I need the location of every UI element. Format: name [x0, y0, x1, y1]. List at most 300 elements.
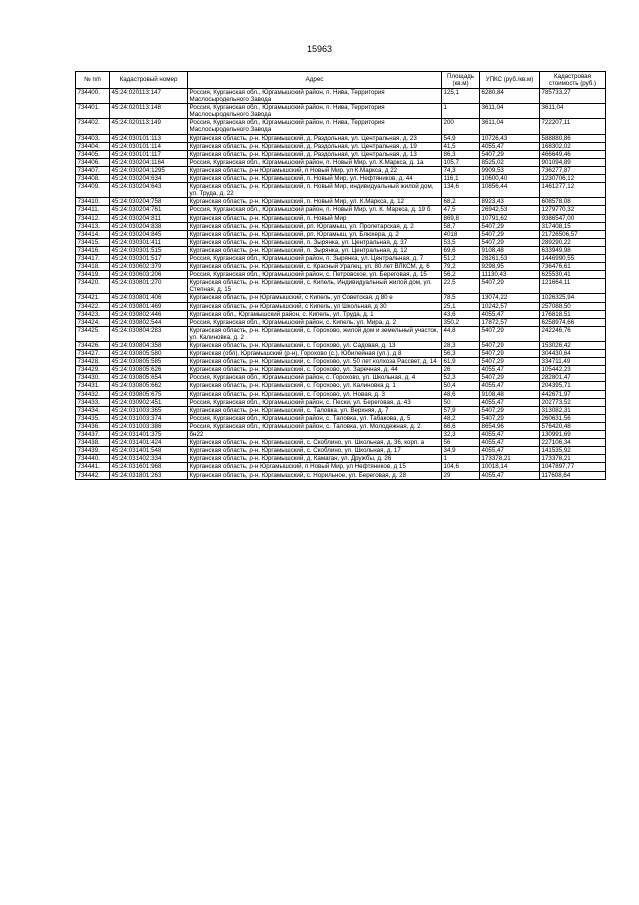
- address-cell: Курганская область, р-н. Юргамышский, с. Горохово, ул. Садовая, д. 13: [188, 342, 442, 350]
- area-cell: 134,6: [442, 183, 480, 198]
- row-number-cell: 734406.: [76, 158, 110, 166]
- upks-cell: 5407,29: [480, 238, 540, 246]
- cadastral-number-cell: 45:24:030204:845: [110, 230, 188, 238]
- table-row: [76, 254, 606, 262]
- cadastral-value-cell: 1026325,94: [540, 294, 606, 302]
- cadastral-value-cell: 1446990,55: [540, 254, 606, 262]
- address-cell: Россия, Курганская обл., Юргамышский район, с. Петровское, ул. Береговая, д. 15: [188, 271, 442, 279]
- cadastral-value-cell: 1461277,12: [540, 183, 606, 198]
- address-cell: Россия, Курганская обл., Юргамышский район, с. Кипель, ул. Мира, д. 2: [188, 318, 442, 326]
- upks-cell: 8654,96: [480, 422, 540, 430]
- cadastral-number-cell: 45:24:031401:548: [110, 447, 188, 455]
- cadastral-value-cell: 21726506,57: [540, 230, 606, 238]
- cadastral-number-cell: 45:24:020113:149: [110, 119, 188, 134]
- row-number-cell: 734420.: [76, 279, 110, 294]
- cadastral-value-cell: 1230706,12: [540, 175, 606, 183]
- table-row: [76, 198, 606, 206]
- header-row: [76, 72, 606, 89]
- area-cell: 53,5: [442, 238, 480, 246]
- address-cell: Россия, Курганская обл., Юргамышский район, с. Таловка, ул. Молодежная, д. 2: [188, 422, 442, 430]
- upks-cell: 4055,47: [480, 447, 540, 455]
- area-cell: 50: [442, 398, 480, 406]
- table-row: [76, 119, 606, 134]
- cadastral-value-cell: 141535,92: [540, 447, 606, 455]
- row-number-cell: 734411.: [76, 206, 110, 214]
- cadastral-value-cell: 736476,61: [540, 263, 606, 271]
- table-row: [76, 206, 606, 214]
- cadastral-number-cell: 45:24:030101:114: [110, 142, 188, 150]
- row-number-cell: 734418.: [76, 263, 110, 271]
- cadastral-value-cell: 736277,87: [540, 166, 606, 174]
- cadastral-number-cell: 45:24:030801:406: [110, 294, 188, 302]
- cadastral-number-cell: 45:24:031003:386: [110, 422, 188, 430]
- cadastral-number-cell: 45:24:030204:761: [110, 206, 188, 214]
- cadastral-number-cell: 45:24:031401:375: [110, 431, 188, 439]
- row-number-cell: 734427.: [76, 350, 110, 358]
- upks-cell: 4055,47: [480, 398, 540, 406]
- address-cell: Россия, Курганская обл., Юргамышский район, с. Горохово, ул. Школьная, д. 4: [188, 374, 442, 382]
- cadastral-number-cell: 45:24:030801:270: [110, 279, 188, 294]
- upks-cell: 11130,43: [480, 271, 540, 279]
- row-number-cell: 734436.: [76, 422, 110, 430]
- address-cell: Курганская область, р-н. Юргамышский, с. Красный Уралец, ул. 80 лет ВЛКСМ, д. 6: [188, 263, 442, 271]
- cadastral-number-cell: 45:24:030804:283: [110, 326, 188, 341]
- table-row: [76, 263, 606, 271]
- table-row: [76, 318, 606, 326]
- table-row: [76, 326, 606, 341]
- table-row: [76, 222, 606, 230]
- address-cell: Курганская область, р-н Юргамышский, п Новый Мир, ул К.Маркса, д 22: [188, 166, 442, 174]
- table-row: [76, 166, 606, 174]
- cadastral-number-cell: 45:24:031003:365: [110, 406, 188, 414]
- cadastral-number-cell: 45:24:020113:147: [110, 89, 188, 104]
- cadastral-value-cell: 625530,41: [540, 271, 606, 279]
- row-number-cell: 734404.: [76, 142, 110, 150]
- address-cell: Курганская область, р-н. Юргамышский, п. Зырянка, ул. Центральная, д. 12: [188, 246, 442, 254]
- table-row: [76, 310, 606, 318]
- upks-cell: 8923,43: [480, 198, 540, 206]
- area-cell: 104,6: [442, 463, 480, 471]
- row-number-cell: 734426.: [76, 342, 110, 350]
- address-cell: Курганская область, р-н. Юргамышский, с. Горохово, ул. 50 лет колхоза Рассвет, д. 14: [188, 358, 442, 366]
- area-cell: 56,2: [442, 271, 480, 279]
- upks-cell: 5407,29: [480, 230, 540, 238]
- upks-cell: 5407,29: [480, 406, 540, 414]
- address-cell: Курганская область, р-н. Юргамышский, с. Таловка, ул. Верхняя, д. 7: [188, 406, 442, 414]
- row-number-cell: 734405.: [76, 150, 110, 158]
- cadastral-number-cell: 45:24:030204:838: [110, 222, 188, 230]
- area-cell: 52,3: [442, 374, 480, 382]
- cadastral-value-cell: 105442,23: [540, 366, 606, 374]
- cadastral-value-cell: 1047897,77: [540, 463, 606, 471]
- upks-cell: 5407,29: [480, 350, 540, 358]
- cadastral-value-cell: 282801,47: [540, 374, 606, 382]
- address-cell: Курганская область, р-н. Юргамышский, с. Скоблино, ул. Школьная, д. 17: [188, 447, 442, 455]
- area-cell: 28,3: [442, 342, 480, 350]
- address-cell: Курганская область, р-н. Юргамышский, с. Горохово, жилой дом и земельный участок, ул. Калиновка, д. 2: [188, 326, 442, 341]
- address-cell: Россия, Курганская обл., Юргамышский район, п. Новый Мир, ул. К.Маркса, д. 1а: [188, 158, 442, 166]
- cadastral-number-cell: 45:24:030804:358: [110, 342, 188, 350]
- cadastral-number-cell: 45:24:030802:544: [110, 318, 188, 326]
- row-number-cell: 734419.: [76, 271, 110, 279]
- cadastral-number-cell: 45:24:031601:968: [110, 463, 188, 471]
- upks-cell: 26942,53: [480, 206, 540, 214]
- area-cell: 61,9: [442, 358, 480, 366]
- upks-cell: 4055,47: [480, 142, 540, 150]
- cadastral-value-cell: 202773,52: [540, 398, 606, 406]
- table-row: [76, 271, 606, 279]
- table-row: [76, 358, 606, 366]
- table-row: [76, 431, 606, 439]
- upks-cell: 5407,29: [480, 150, 540, 158]
- address-cell: Курганская обл., Юргамышский район, с. Кипель, ул. Труда, д. 1: [188, 310, 442, 318]
- cadastral-value-cell: 466649,46: [540, 150, 606, 158]
- row-number-cell: 734424.: [76, 318, 110, 326]
- area-cell: 56,3: [442, 350, 480, 358]
- table-row: [76, 183, 606, 198]
- cadastral-number-cell: 45:24:030204:634: [110, 175, 188, 183]
- table-row: [76, 447, 606, 455]
- upks-cell: 5407,29: [480, 358, 540, 366]
- upks-cell: 3611,04: [480, 119, 540, 134]
- address-cell: Россия, Курганская обл., Юргамышский район, п. Нива, Территория Маслосыродельного Завода: [188, 104, 442, 119]
- address-cell: Россия, Курганская обл., Юргамышский район, п. Нива, Территория Маслосыродельного Завода: [188, 89, 442, 104]
- address-cell: Курганская область, р-н. Юргамышский, с. Горохово, ул. Калиновка д. 1: [188, 382, 442, 390]
- area-cell: 25,1: [442, 302, 480, 310]
- cadastral-value-cell: 722207,11: [540, 119, 606, 134]
- table-row: [76, 104, 606, 119]
- table-row: [76, 422, 606, 430]
- cadastral-number-cell: 45:24:030805:654: [110, 374, 188, 382]
- table-row: [76, 89, 606, 104]
- table-row: [76, 414, 606, 422]
- cadastral-number-cell: 45:24:030204:811: [110, 214, 188, 222]
- address-cell: Россия, Курганская обл., Юргамышский район, п. Новый Мир, ул. К. Маркса, д. 19 б: [188, 206, 442, 214]
- address-cell: Курганская (обл), Юргамышский (р-н), Горохово (с.), Юбилейная (ул.), д 8: [188, 350, 442, 358]
- cadastral-number-cell: 45:24:030101:117: [110, 150, 188, 158]
- row-number-cell: 734407.: [76, 166, 110, 174]
- upks-cell: 10018,14: [480, 463, 540, 471]
- header-cadastral-value: Кадастровая стоимость (руб.): [540, 72, 606, 89]
- row-number-cell: 734432.: [76, 390, 110, 398]
- area-cell: 51,2: [442, 254, 480, 262]
- cadastral-number-cell: 45:24:030301:517: [110, 254, 188, 262]
- upks-cell: 10726,43: [480, 134, 540, 142]
- upks-cell: 9108,48: [480, 390, 540, 398]
- cadastral-number-cell: 45:24:030602:379: [110, 263, 188, 271]
- row-number-cell: 734442.: [76, 471, 110, 479]
- cadastral-number-cell: 45:24:030301:411: [110, 238, 188, 246]
- address-cell: Курганская область, р-н. Юргамышский, с. Горохово, ул. Заречная, д. 44: [188, 366, 442, 374]
- cadastral-number-cell: 45:24:020113:148: [110, 104, 188, 119]
- table-row: [76, 175, 606, 183]
- address-cell: бн22: [188, 431, 442, 439]
- table-body: [76, 89, 606, 480]
- address-cell: Россия, Курганская обл., Юргамышский район, п. Зырянка, ул. Центральная, д. 7: [188, 254, 442, 262]
- row-number-cell: 734434.: [76, 406, 110, 414]
- cadastral-number-cell: 45:24:030204:643: [110, 183, 188, 198]
- row-number-cell: 734409.: [76, 183, 110, 198]
- area-cell: 54,9: [442, 134, 480, 142]
- upks-cell: 4055,47: [480, 439, 540, 447]
- area-cell: 34,9: [442, 447, 480, 455]
- address-cell: Курганская область, р-н. Юргамышский, д. Раздольная, ул. Центральная, д. 23: [188, 134, 442, 142]
- cadastral-value-cell: 6258974,66: [540, 318, 606, 326]
- area-cell: 58,7: [442, 222, 480, 230]
- row-number-cell: 734400.: [76, 89, 110, 104]
- row-number-cell: 734429.: [76, 366, 110, 374]
- address-cell: Курганская область, р-н. Юргамышский, д. Камаган, ул. Дружбы, д. 26: [188, 455, 442, 463]
- table-row: [76, 406, 606, 414]
- row-number-cell: 734431.: [76, 382, 110, 390]
- table-row: [76, 230, 606, 238]
- table-row: [76, 342, 606, 350]
- area-cell: 116,1: [442, 175, 480, 183]
- address-cell: Курганская область, р-н. Юргамышский, рп. Юргамыш, ул. Пролетарская, д. 2: [188, 222, 442, 230]
- cadastral-value-cell: 242246,76: [540, 326, 606, 341]
- cadastral-value-cell: 785733,27: [540, 89, 606, 104]
- cadastral-value-cell: 117608,64: [540, 471, 606, 479]
- address-cell: Курганская область, р-н. Юргамышский, д. Раздольная, ул. Центральная, д. 13: [188, 150, 442, 158]
- cadastral-value-cell: 304430,64: [540, 350, 606, 358]
- address-cell: Курганская область, р-н. Юргамышский, с. Кипель, Индивидуальный жилой дом, ул. Степная, д. 15: [188, 279, 442, 294]
- table-row: [76, 390, 606, 398]
- cadastral-number-cell: 45:24:031401:424: [110, 439, 188, 447]
- row-number-cell: 734421.: [76, 294, 110, 302]
- area-cell: 200: [442, 119, 480, 134]
- row-number-cell: 734441.: [76, 463, 110, 471]
- row-number-cell: 734433.: [76, 398, 110, 406]
- address-cell: Россия, Курганская обл., Юргамышский район, п. Нива, Территория Маслосыродельного Завода: [188, 119, 442, 134]
- address-cell: Россия, Курганская обл., Юргамышский район, с. Таловка, ул. Табакова, д. 5: [188, 414, 442, 422]
- cadastral-number-cell: 45:24:030101:113: [110, 134, 188, 142]
- upks-cell: 9909,53: [480, 166, 540, 174]
- table-row: [76, 374, 606, 382]
- table-row: [76, 134, 606, 142]
- row-number-cell: 734435.: [76, 414, 110, 422]
- page-number: 15963: [306, 44, 333, 54]
- cadastral-number-cell: 45:24:030204:758: [110, 198, 188, 206]
- upks-cell: 4055,47: [480, 431, 540, 439]
- upks-cell: 10856,44: [480, 183, 540, 198]
- address-cell: Россия, Курганская обл., Юргамышский район, с. Пески, ул. Береговая, д. 43: [188, 398, 442, 406]
- upks-cell: 3611,04: [480, 104, 540, 119]
- cadastral-value-cell: 121664,11: [540, 279, 606, 294]
- cadastral-value-cell: 313082,31: [540, 406, 606, 414]
- cadastral-value-cell: 3611,04: [540, 104, 606, 119]
- area-cell: 48,6: [442, 390, 480, 398]
- cadastral-value-cell: 176818,51: [540, 310, 606, 318]
- area-cell: 86,3: [442, 150, 480, 158]
- cadastral-number-cell: 45:24:031801:263: [110, 471, 188, 479]
- table-row: [76, 463, 606, 471]
- table-row: [76, 214, 606, 222]
- table-row: [76, 398, 606, 406]
- cadastral-number-cell: 45:24:030204:1295: [110, 166, 188, 174]
- upks-cell: 4055,47: [480, 471, 540, 479]
- row-number-cell: 734401.: [76, 104, 110, 119]
- upks-cell: 5407,29: [480, 342, 540, 350]
- upks-cell: 10600,40: [480, 175, 540, 183]
- header-upks: УПКС (руб./кв.м): [480, 72, 540, 89]
- table-row: [76, 158, 606, 166]
- header-area: Площадь (кв.м): [442, 72, 480, 89]
- row-number-cell: 734412.: [76, 214, 110, 222]
- area-cell: 47,5: [442, 206, 480, 214]
- row-number-cell: 734410.: [76, 198, 110, 206]
- area-cell: 1: [442, 104, 480, 119]
- area-cell: 29: [442, 471, 480, 479]
- cadastral-number-cell: 45:24:030805:675: [110, 390, 188, 398]
- table-row: [76, 439, 606, 447]
- address-cell: Курганская область, р-н Юргамышский, с Кипель, ул Школьная, д 30: [188, 302, 442, 310]
- cadastral-value-cell: 204395,71: [540, 382, 606, 390]
- area-cell: 43,6: [442, 310, 480, 318]
- upks-cell: 173378,21: [480, 455, 540, 463]
- address-cell: Курганская область, р-н Юргамышский, п Новый Мир, ул Нефтяников, д 15: [188, 463, 442, 471]
- row-number-cell: 734408.: [76, 175, 110, 183]
- cadastral-number-cell: 45:24:030805:626: [110, 366, 188, 374]
- upks-cell: 4055,47: [480, 366, 540, 374]
- table-row: [76, 150, 606, 158]
- address-cell: Курганская область, р-н. Юргамышский, с. Норильное, ул. Береговая, д. 28: [188, 471, 442, 479]
- upks-cell: 9298,95: [480, 263, 540, 271]
- upks-cell: 9108,48: [480, 246, 540, 254]
- upks-cell: 28261,53: [480, 254, 540, 262]
- row-number-cell: 734414.: [76, 230, 110, 238]
- row-number-cell: 734428.: [76, 358, 110, 366]
- row-number-cell: 734437.: [76, 431, 110, 439]
- upks-cell: 10242,57: [480, 302, 540, 310]
- cadastral-value-cell: 289290,22: [540, 238, 606, 246]
- upks-cell: 5407,29: [480, 414, 540, 422]
- cadastral-number-cell: 45:24:030204:1164: [110, 158, 188, 166]
- upks-cell: 8525,02: [480, 158, 540, 166]
- cadastral-value-cell: 588880,86: [540, 134, 606, 142]
- address-cell: Курганская область, р-н. Юргамышский, с. Скоблино, ул. Школьная, д. 36, корп. а: [188, 439, 442, 447]
- area-cell: 79,2: [442, 263, 480, 271]
- row-number-cell: 734440.: [76, 455, 110, 463]
- area-cell: 41,5: [442, 142, 480, 150]
- table-row: [76, 350, 606, 358]
- row-number-cell: 734415.: [76, 238, 110, 246]
- address-cell: Курганская область, р-н. Юргамышский, п. Новый Мир: [188, 214, 442, 222]
- header-address: Адрес: [188, 72, 442, 89]
- upks-cell: 17872,57: [480, 318, 540, 326]
- cadastral-value-cell: 901094,89: [540, 158, 606, 166]
- cadastral-value-cell: 317408,15: [540, 222, 606, 230]
- cadastral-value-cell: 168302,02: [540, 142, 606, 150]
- address-cell: Курганская область, р-н. Юргамышский, рп. Юргамыш, ул. Блюхера, д. 2: [188, 230, 442, 238]
- upks-cell: 5407,29: [480, 326, 540, 341]
- area-cell: 350,2: [442, 318, 480, 326]
- address-cell: Курганская область, р-н. Юргамышский, п. Зырянка, ул. Центральная, д. 37: [188, 238, 442, 246]
- cadastral-number-cell: 45:24:031003:374: [110, 414, 188, 422]
- row-number-cell: 734425.: [76, 326, 110, 341]
- area-cell: 68,2: [442, 198, 480, 206]
- address-cell: Курганская область, р-н. Юргамышский, п. Новый Мир, ул. К.Маркса, д. 12: [188, 198, 442, 206]
- row-number-cell: 734403.: [76, 134, 110, 142]
- row-number-cell: 734438.: [76, 439, 110, 447]
- area-cell: 50,4: [442, 382, 480, 390]
- row-number-cell: 734417.: [76, 254, 110, 262]
- table-row: [76, 366, 606, 374]
- area-cell: 125,1: [442, 89, 480, 104]
- table-row: [76, 279, 606, 294]
- table-row: [76, 382, 606, 390]
- table-row: [76, 238, 606, 246]
- area-cell: 105,7: [442, 158, 480, 166]
- cadastral-value-cell: 576420,48: [540, 422, 606, 430]
- cadastral-value-cell: 227106,34: [540, 439, 606, 447]
- table-row: [76, 302, 606, 310]
- row-number-cell: 734413.: [76, 222, 110, 230]
- area-cell: 32,3: [442, 431, 480, 439]
- cadastral-number-cell: 45:24:030301:515: [110, 246, 188, 254]
- cadastral-number-cell: 45:24:030802:446: [110, 310, 188, 318]
- address-cell: Курганская область, р-н. Юргамышский, д. Раздольная, ул. Центральная, д. 19: [188, 142, 442, 150]
- upks-cell: 10791,62: [480, 214, 540, 222]
- area-cell: 78,5: [442, 294, 480, 302]
- address-cell: Курганская область, р-н. Юргамышский, п. Новый Мир, индивидуальный жилой дом, ул. Труда, д. 22: [188, 183, 442, 198]
- area-cell: 48,2: [442, 414, 480, 422]
- upks-cell: 4055,47: [480, 310, 540, 318]
- row-number-cell: 734439.: [76, 447, 110, 455]
- area-cell: 74,3: [442, 166, 480, 174]
- address-cell: Курганская область, р-н. Юргамышский, п. Новый Мир, ул. Нефтяников, д. 44: [188, 175, 442, 183]
- cadastral-value-cell: 608578,08: [540, 198, 606, 206]
- cadastral-value-cell: 334711,49: [540, 358, 606, 366]
- cadastral-value-cell: 9386547,00: [540, 214, 606, 222]
- address-cell: Курганская область, р-н. Юргамышский, с. Горохово, ул. Новая, д. 3: [188, 390, 442, 398]
- area-cell: 22,5: [442, 279, 480, 294]
- cadastral-value-cell: 257088,50: [540, 302, 606, 310]
- cadastral-value-cell: 130991,69: [540, 431, 606, 439]
- area-cell: 66,6: [442, 422, 480, 430]
- cadastral-value-cell: 633949,98: [540, 246, 606, 254]
- upks-cell: 6280,84: [480, 89, 540, 104]
- upks-cell: 5407,29: [480, 374, 540, 382]
- area-cell: 4018: [442, 230, 480, 238]
- row-number-cell: 734402.: [76, 119, 110, 134]
- cadastral-value-cell: 442671,97: [540, 390, 606, 398]
- cadastral-number-cell: 45:24:030603:206: [110, 271, 188, 279]
- table-row: [76, 142, 606, 150]
- area-cell: 44,8: [442, 326, 480, 341]
- row-number-cell: 734422.: [76, 302, 110, 310]
- upks-cell: 5407,29: [480, 279, 540, 294]
- area-cell: 26: [442, 366, 480, 374]
- table-row: [76, 294, 606, 302]
- cadastral-value-cell: 153026,42: [540, 342, 606, 350]
- cadastral-value-cell: 260631,56: [540, 414, 606, 422]
- cadastral-number-cell: 45:24:030805:585: [110, 358, 188, 366]
- cadastral-number-cell: 45:24:031402:334: [110, 455, 188, 463]
- row-number-cell: 734416.: [76, 246, 110, 254]
- area-cell: 869,8: [442, 214, 480, 222]
- cadastral-number-cell: 45:24:030902:451: [110, 398, 188, 406]
- cadastral-value-cell: 173378,21: [540, 455, 606, 463]
- header-cadastral-number: Кадастровый номер: [110, 72, 188, 89]
- row-number-cell: 734430.: [76, 374, 110, 382]
- cadastral-number-cell: 45:24:030805:580: [110, 350, 188, 358]
- table-row: [76, 246, 606, 254]
- cadastral-number-cell: 45:24:030801:469: [110, 302, 188, 310]
- upks-cell: 13074,22: [480, 294, 540, 302]
- upks-cell: 5407,29: [480, 222, 540, 230]
- cadastral-value-cell: 1279770,32: [540, 206, 606, 214]
- cadastral-number-cell: 45:24:030805:662: [110, 382, 188, 390]
